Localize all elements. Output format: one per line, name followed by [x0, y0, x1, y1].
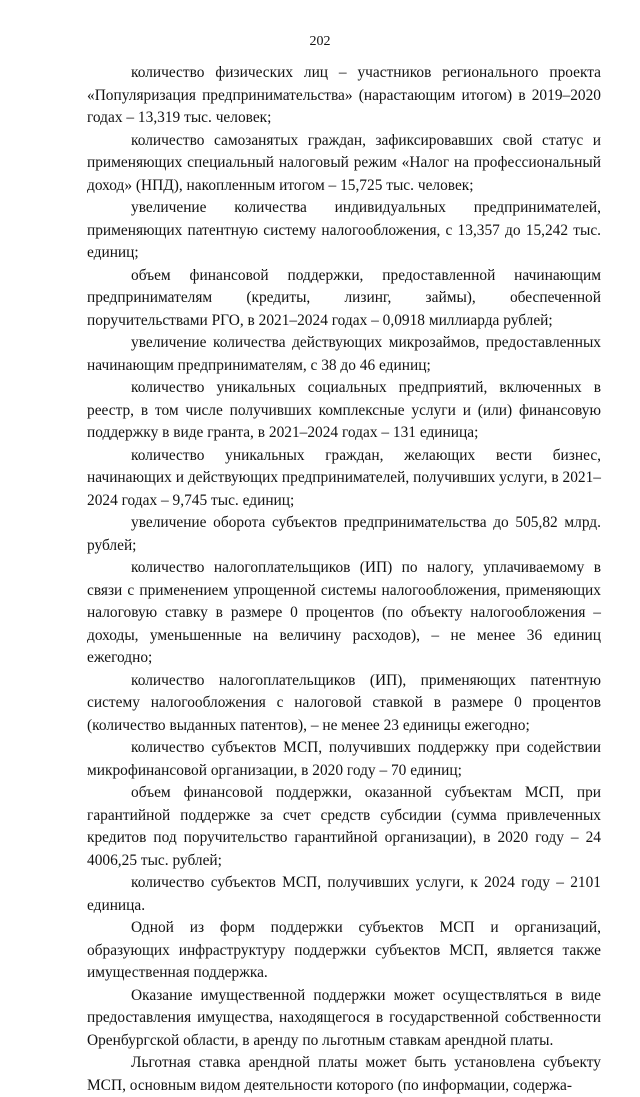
paragraph: Оказание имущественной поддержки может осуществляться в виде предоставления имущества, находящегося в государственной собственности Оренбургской области, в аренду по льготным ставкам арендной платы. — [87, 986, 601, 1049]
paragraph: Льготная ставка арендной платы может быть установлена субъекту МСП, основным видом деятельности которого (по информации, содержа- — [87, 1054, 601, 1094]
paragraph: количество субъектов МСП, получивших услуги, к 2024 году – 2101 единица. — [87, 874, 601, 914]
paragraph: количество субъектов МСП, получивших поддержку при содействии микрофинансовой организации, в 2020 году – 70 единиц; — [87, 739, 601, 779]
paragraph: увеличение количества действующих микрозаймов, предоставленных начинающим предпринимателям, с 38 до 46 единиц; — [87, 334, 601, 374]
paragraph: Одной из форм поддержки субъектов МСП и организаций, образующих инфраструктуру поддержки субъектов МСП, является также имущественная поддержка. — [87, 919, 601, 981]
paragraph: количество уникальных социальных предприятий, включенных в реестр, в том числе получивших комплексные услуги и (или) финансовую поддержку в виде гранта, в 2021–2024 годах – 131 единица; — [87, 379, 601, 441]
paragraph: количество уникальных граждан, желающих вести бизнес, начинающих и действующих предпринимателей, получивших услуги, в 2021–2024 годах – 9,745 тыс. единиц; — [87, 446, 601, 509]
paragraph: увеличение оборота субъектов предпринимательства до 505,82 млрд. рублей; — [87, 514, 601, 554]
paragraph: объем финансовой поддержки, предоставленной начинающим предпринимателям (кредиты, лизинг, займы), обеспеченной поручительствами РГО, в 2021–2024 годах – 0,0918 миллиарда рублей; — [87, 266, 601, 329]
paragraph: объем финансовой поддержки, оказанной субъектам МСП, при гарантийной поддержке за счет средств субсидии (сумма привлеченных кредитов под поручительство гарантийной организации), в 2020 году – 24 4006,25 тыс. рублей; — [87, 784, 601, 869]
paragraph: количество самозанятых граждан, зафиксировавших свой статус и применяющих специальный налоговый режим «Налог на профессиональный доход» (НПД), накопленным итогом – 15,725 тыс. человек; — [87, 131, 601, 194]
body-text — [87, 62, 601, 1097]
paragraph: количество налогоплательщиков (ИП) по налогу, уплачиваемому в связи с применением упрощенной системы налогообложения, применяющих налоговую ставку в размере 0 процентов (по объекту налогообложения – доходы, уменьшенные на величину расходов), – не менее 36 единиц ежегодно; — [87, 559, 601, 666]
paragraph: количество физических лиц – участников регионального проекта «Популяризация предпринимательства» (нарастающим итогом) в 2019–2020 годах – 13,319 тыс. человек; — [87, 64, 601, 126]
paragraph: увеличение количества индивидуальных предпринимателей, применяющих патентную систему налогообложения, с 13,357 до 15,242 тыс. единиц; — [87, 199, 601, 261]
page-number: 202 — [309, 34, 331, 49]
paragraph: количество налогоплательщиков (ИП), применяющих патентную систему налогообложения с налоговой ставкой в размере 0 процентов (количество выданных патентов), – не менее 23 единицы ежегодно; — [87, 671, 601, 734]
